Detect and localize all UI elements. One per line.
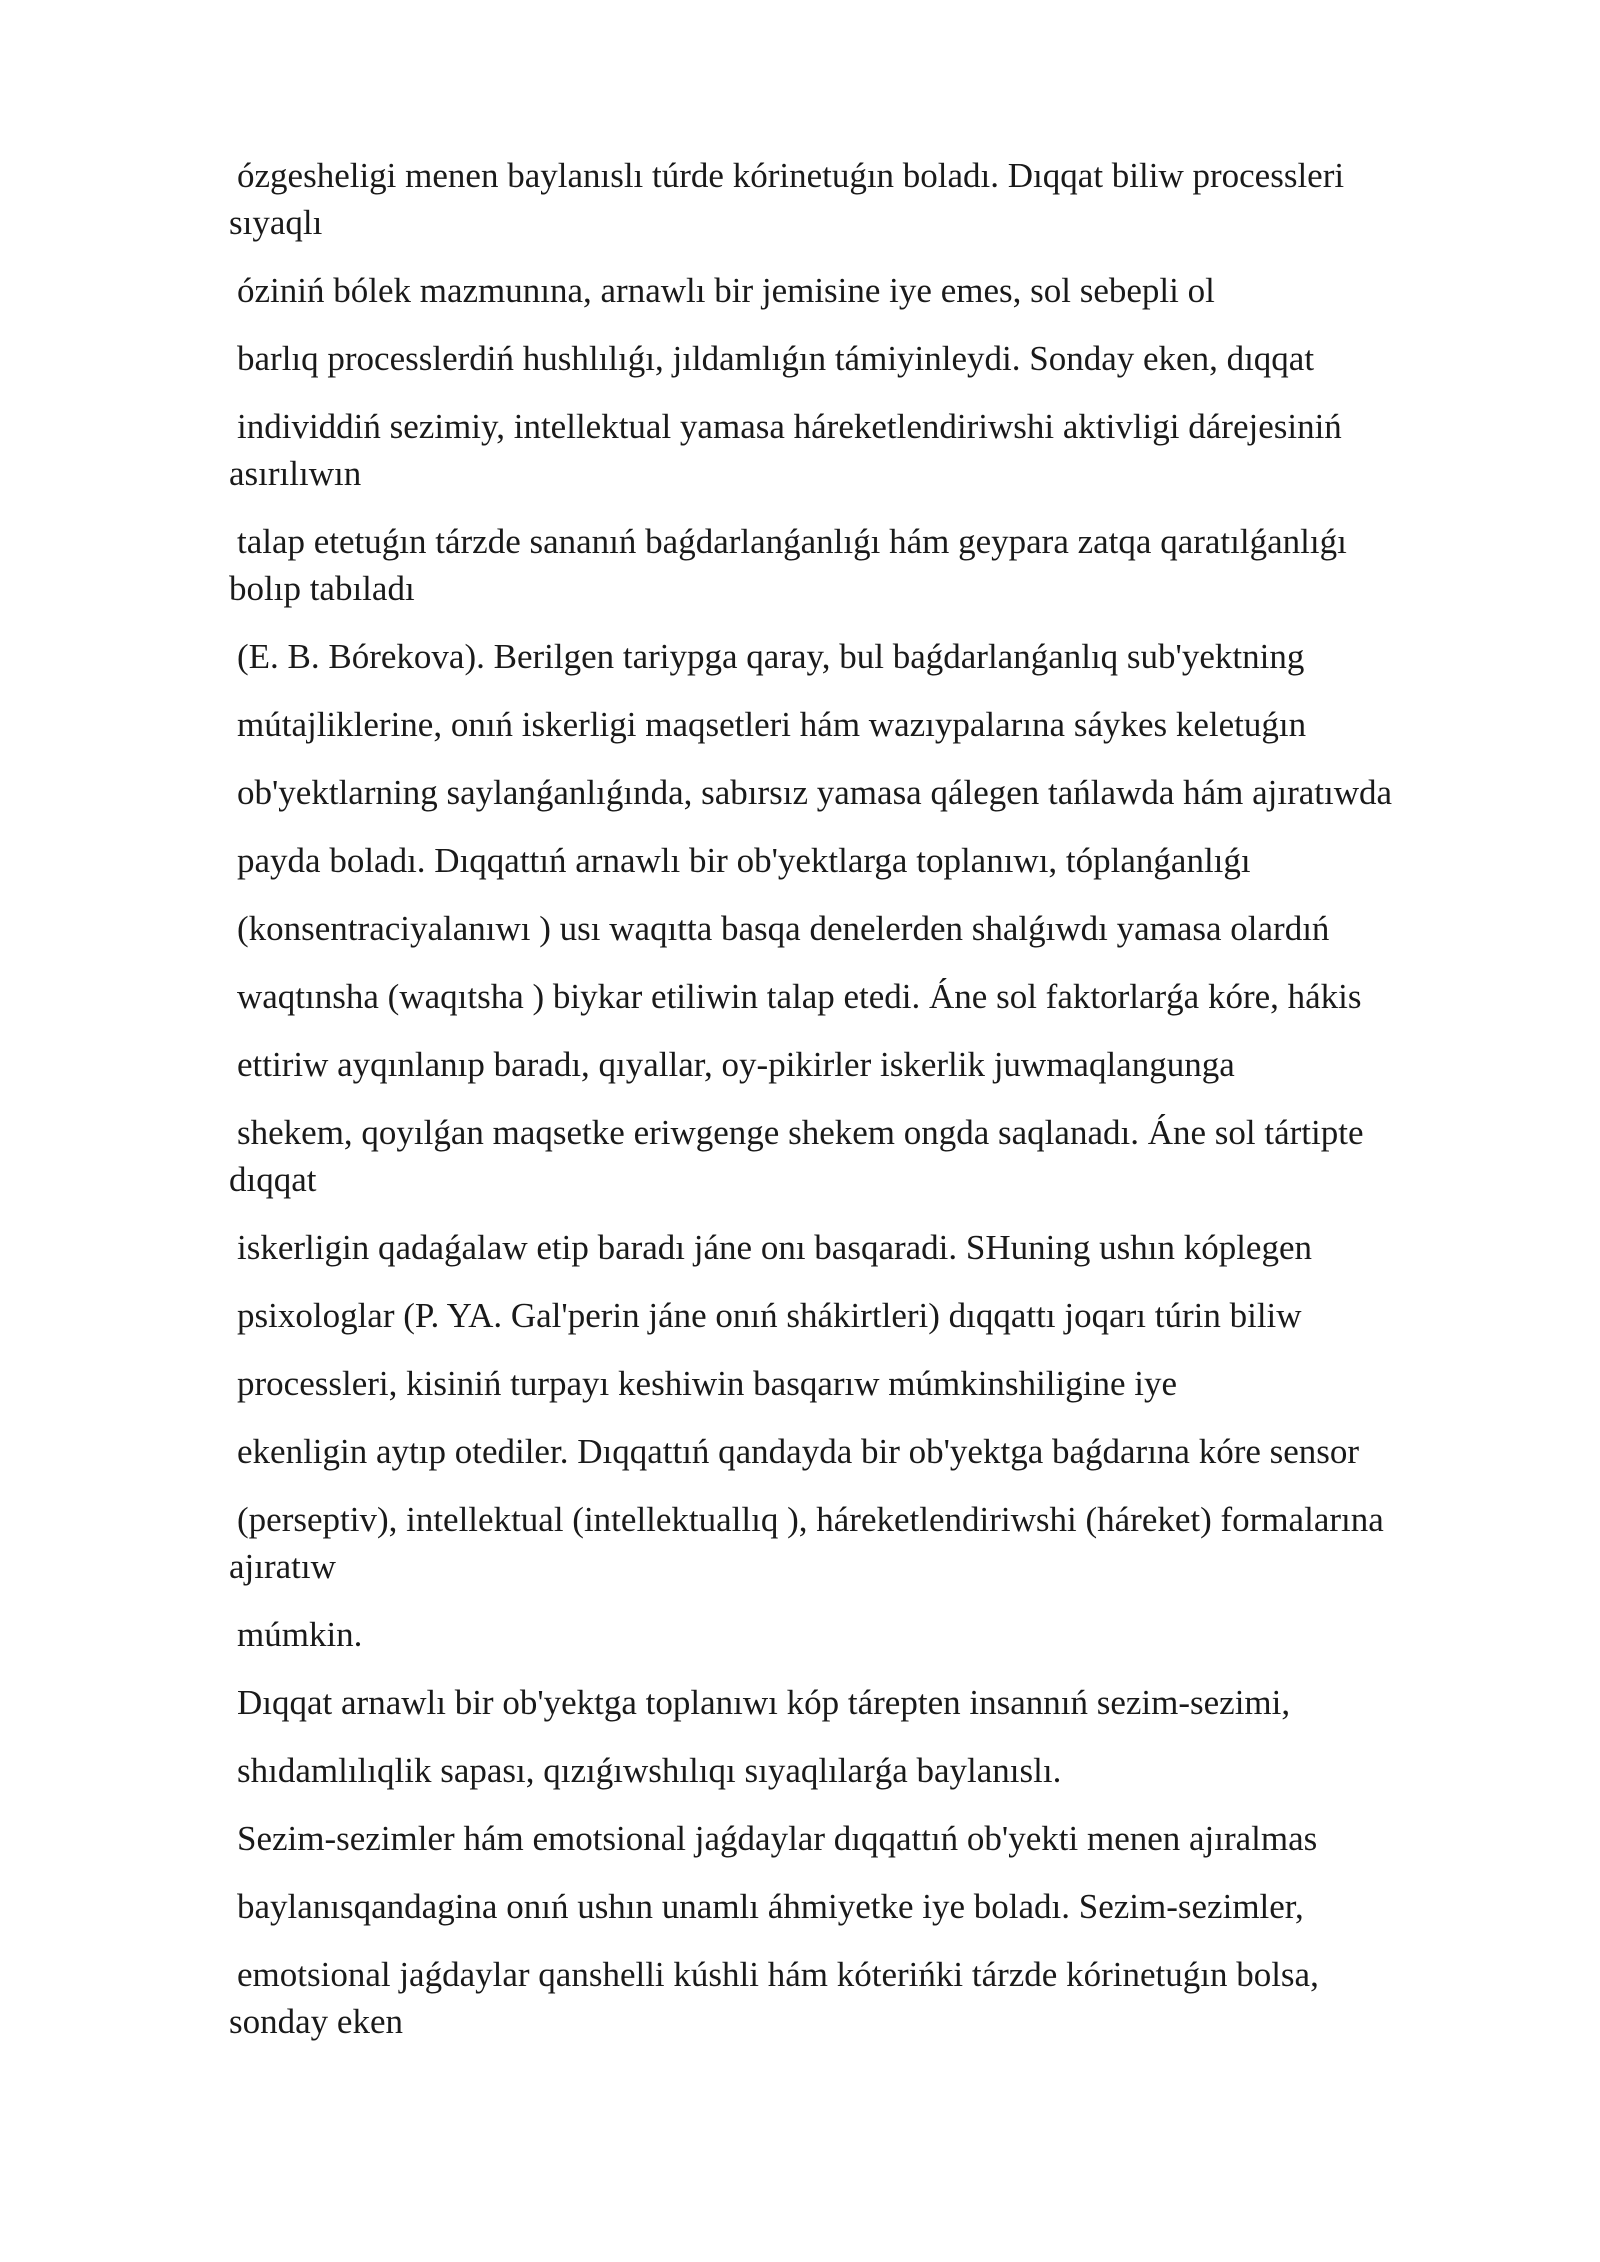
paragraph-line bbox=[229, 1428, 1529, 1475]
line-text: shekem, qoyılǵan maqsetke eriwgenge shekem ongda saqlanadı. Áne sol tártipte bbox=[237, 1113, 1364, 1152]
line-text: Dıqqat arnawlı bir ob'yektga toplanıwı kóp tárepten insannıń sezim-sezimi, bbox=[237, 1683, 1291, 1722]
paragraph-line bbox=[229, 1611, 1529, 1658]
paragraph-line bbox=[229, 1109, 1529, 1203]
line-text: (konsentraciyalanıwı ) usı waqıtta basqa denelerden shalǵıwdı yamasa olardıń bbox=[237, 909, 1330, 948]
line-continuation: asırılıwın bbox=[229, 454, 362, 493]
paragraph-line bbox=[229, 1360, 1529, 1407]
paragraph-line bbox=[229, 701, 1529, 748]
paragraph-line bbox=[229, 1224, 1529, 1271]
line-text: baylanısqandagina onıń ushın unamlı áhmiyetke iye boladı. Sezim-sezimler, bbox=[237, 1887, 1304, 1926]
paragraph-line bbox=[229, 1747, 1529, 1794]
line-text: payda boladı. Dıqqattıń arnawlı bir ob'yektlarga toplanıwı, tóplanǵanlıǵı bbox=[237, 841, 1251, 880]
paragraph-line bbox=[229, 905, 1529, 952]
line-text: ekenligin aytıp otediler. Dıqqattıń qandayda bir ob'yektga baǵdarına kóre sensor bbox=[237, 1432, 1360, 1471]
document-body bbox=[229, 152, 1529, 2066]
paragraph-line bbox=[229, 633, 1529, 680]
line-text: barlıq processlerdiń hushlılıǵı, jıldamlıǵın támiyinleydi. Sonday eken, dıqqat bbox=[237, 339, 1315, 378]
line-text: processleri, kisiniń turpayı keshiwin basqarıw múmkinshiligine iye bbox=[237, 1364, 1177, 1403]
line-text: psixologlar (P. YA. Gal'perin jáne onıń shákirtleri) dıqqattı joqarı túrin biliw bbox=[237, 1296, 1302, 1335]
paragraph-line bbox=[229, 335, 1529, 382]
paragraph-line bbox=[229, 267, 1529, 314]
line-continuation: sonday eken bbox=[229, 2002, 403, 2041]
line-text: múmkin. bbox=[237, 1615, 363, 1654]
line-text: iskerligin qadaǵalaw etip baradı jáne onı basqaradi. SHuning ushın kóplegen bbox=[237, 1228, 1313, 1267]
line-text: talap etetuǵın tárzde sananıń baǵdarlanǵanlıǵı hám geypara zatqa qaratılǵanlıǵı bbox=[237, 522, 1347, 561]
line-text: ózgesheligi menen baylanıslı túrde kórinetuǵın boladı. Dıqqat biliw processleri bbox=[237, 156, 1345, 195]
paragraph-line bbox=[229, 1883, 1529, 1930]
line-text: shıdamlılıqlik sapası, qızıǵıwshılıqı sıyaqlılarǵa baylanıslı. bbox=[237, 1751, 1062, 1790]
line-text: Sezim-sezimler hám emotsional jaǵdaylar dıqqattıń ob'yekti menen ajıralmas bbox=[237, 1819, 1318, 1858]
line-text: mútajliklerine, onıń iskerligi maqsetleri hám wazıypalarına sáykes keletuǵın bbox=[237, 705, 1307, 744]
line-text: (perseptiv), intellektual (intellektuallıq ), háreketlendiriwshi (háreket) formalarına bbox=[237, 1500, 1384, 1539]
paragraph-line bbox=[229, 1041, 1529, 1088]
line-text: ob'yektlarning saylanǵanlıǵında, sabırsız yamasa qálegen tańlawda hám ajıratıwda bbox=[237, 773, 1393, 812]
paragraph-line bbox=[229, 518, 1529, 612]
line-continuation: ajıratıw bbox=[229, 1547, 336, 1586]
line-continuation: bolıp tabıladı bbox=[229, 569, 415, 608]
line-text: individdiń sezimiy, intellektual yamasa háreketlendiriwshi aktivligi dárejesiniń bbox=[237, 407, 1342, 446]
line-text: óziniń bólek mazmunına, arnawlı bir jemisine iye emes, sol sebepli ol bbox=[237, 271, 1215, 310]
line-text: emotsional jaǵdaylar qanshelli kúshli hám kóterińki tárzde kórinetuǵın bolsa, bbox=[237, 1955, 1319, 1994]
paragraph-line bbox=[229, 769, 1529, 816]
paragraph-line bbox=[229, 973, 1529, 1020]
paragraph-line bbox=[229, 1951, 1529, 2045]
line-continuation: sıyaqlı bbox=[229, 203, 323, 242]
paragraph-line bbox=[229, 1496, 1529, 1590]
line-text: waqtınsha (waqıtsha ) biykar etiliwin talap etedi. Áne sol faktorlarǵa kóre, hákis bbox=[237, 977, 1362, 1016]
paragraph-line bbox=[229, 403, 1529, 497]
paragraph-line bbox=[229, 837, 1529, 884]
line-text: ettiriw ayqınlanıp baradı, qıyallar, oy-pikirler iskerlik juwmaqlangunga bbox=[237, 1045, 1235, 1084]
paragraph-line bbox=[229, 1292, 1529, 1339]
paragraph-line bbox=[229, 1815, 1529, 1862]
line-continuation: dıqqat bbox=[229, 1160, 317, 1199]
line-text: (E. B. Bórekova). Berilgen tariypga qaray, bul baǵdarlanǵanlıq sub'yektning bbox=[237, 637, 1305, 676]
paragraph-line bbox=[229, 152, 1529, 246]
paragraph-line bbox=[229, 1679, 1529, 1726]
